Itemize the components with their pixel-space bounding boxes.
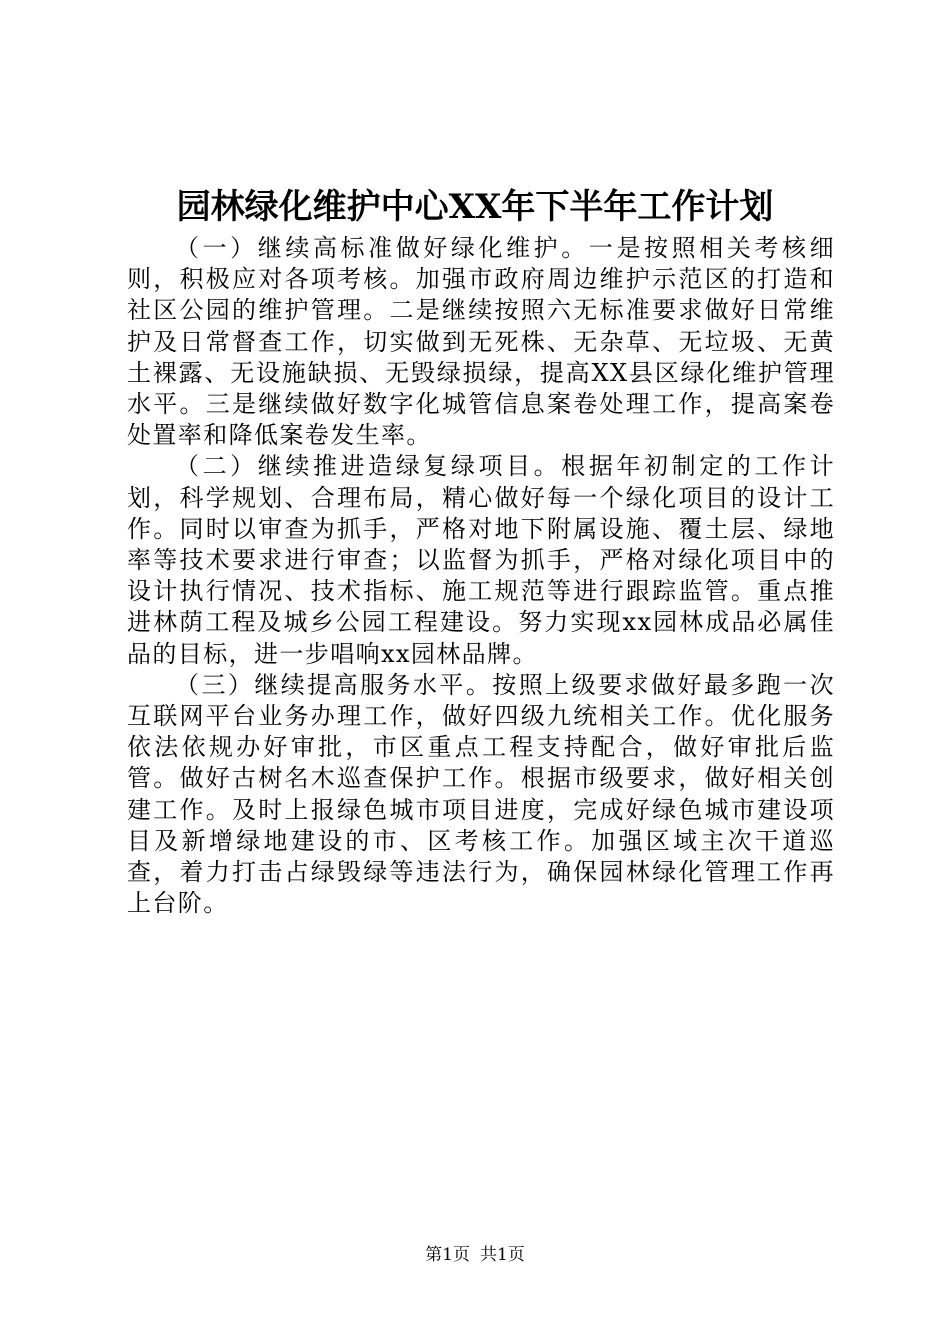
paragraph-3: （三）继续提高服务水平。按照上级要求做好最多跑一次互联网平台业务办理工作，做好四级九统相关工作。优化服务依法依规办好审批，市区重点工程支持配合，做好审批后监管。做好古树名木巡查保护工作。根据市级要求，做好相关创建工作。及时上报绿色城市项目进度，完成好绿色城市建设项目及新增绿地建设的市、区考核工作。加强区域主次干道巡查，着力打击占绿毁绿等违法行为，确保园林绿化管理工作再上台阶。 (127, 670, 835, 918)
paragraph-1: （一）继续高标准做好绿化维护。一是按照相关考核细则，积极应对各项考核。加强市政府周边维护示范区的打造和社区公园的维护管理。二是继续按照六无标准要求做好日常维护及日常督查工作，切实做到无死株、无杂草、无垃圾、无黄土裸露、无设施缺损、无毁绿损绿，提高XX县区绿化维护管理水平。三是继续做好数字化城管信息案卷处理工作，提高案卷处置率和降低案卷发生率。 (127, 234, 835, 450)
page-number: 第1页 (425, 1245, 470, 1265)
page-footer (0, 1243, 950, 1267)
paragraph-2: （二）继续推进造绿复绿项目。根据年初制定的工作计划，科学规划、合理布局，精心做好每一个绿化项目的设计工作。同时以审查为抓手，严格对地下附属设施、覆土层、绿地率等技术要求进行审查；以监督为抓手，严格对绿化项目中的设计执行情况、技术指标、施工规范等进行跟踪监管。重点推进林荫工程及城乡公园工程建设。努力实现xx园林成品必属佳品的目标，进一步唱响xx园林品牌。 (127, 452, 835, 668)
page-total: 共1页 (480, 1245, 525, 1265)
document-title: 园林绿化维护中心XX年下半年工作计划 (176, 187, 774, 227)
document-body (127, 233, 835, 919)
